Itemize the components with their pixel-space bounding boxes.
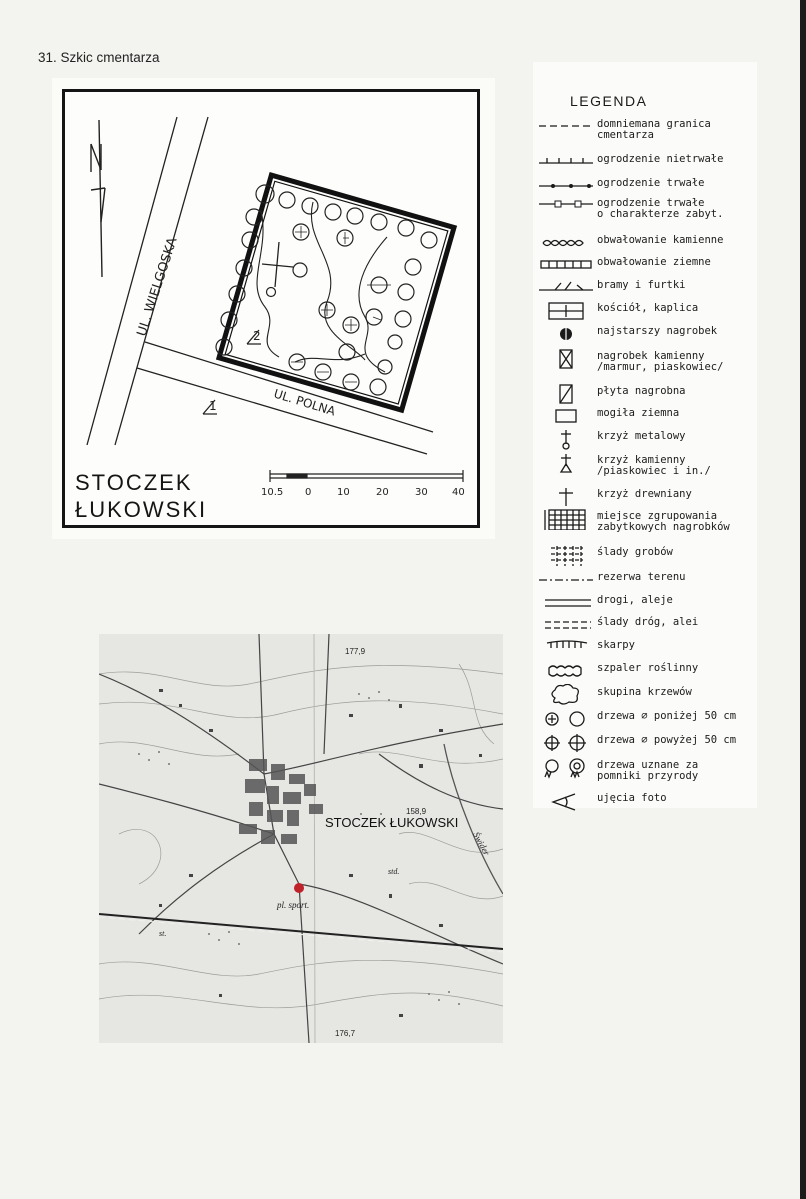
wooden-cross-symbol [535,486,597,508]
legend-item-label: szpaler roślinny [597,662,699,674]
stone-grave-symbol [535,348,597,370]
cemetery-location-marker [294,883,304,893]
dashed-line-symbol [535,116,597,138]
legend-item-label: najstarszy nagrobek [597,325,718,337]
grave-slab-symbol [535,383,597,405]
legend-item-label: obwałowanie kamienne [597,234,724,246]
legend-item [535,428,765,450]
monument-tree-symbol [535,757,597,779]
legend-item [535,660,765,682]
svg-text:10.5: 10.5 [261,487,284,498]
place-name-line2: ŁUKOWSKI [75,497,208,522]
legend-item-label: ogrodzenie trwałe [597,177,705,189]
legend-item-label: ogrodzenie nietrwałe [597,153,724,165]
legend-item [535,383,765,405]
earth-grave-symbol [535,405,597,427]
legend-item [535,708,765,730]
legend-item-label: drzewa ⌀ poniżej 50 cm [597,710,737,722]
page-heading: 31. Szkic cmentarza [38,50,160,65]
small-tree-symbol [535,708,597,730]
dotted-line-symbol [535,175,597,197]
large-tree-symbol [535,732,597,754]
legend-item [535,232,765,254]
legend-item-label: drogi, aleje [597,594,673,606]
legend-item [535,592,765,614]
legend-item-label: ujęcia foto [597,792,667,804]
legend-item-label: ślady dróg, alei [597,616,699,628]
map-label-station: st. [159,929,167,938]
grave-traces-symbol [535,544,597,566]
legend-item [535,195,765,220]
legend-item-label: rezerwa terenu [597,571,686,583]
legend-item [535,151,765,173]
shrub-group-symbol [535,684,597,706]
photo-mark-2: 2 [253,329,261,343]
topographic-map [99,634,503,1043]
legend-item-label: ślady grobów [597,546,673,558]
legend-item [535,300,765,322]
legend-item [535,544,765,566]
map-label-sport: pl. sport. [277,900,310,910]
street-wielgoska-lines [87,117,208,445]
legend-item-label: bramy i furtki [597,279,686,291]
legend-item [535,790,765,812]
sketch-drawing [65,92,477,525]
earth-wall-symbol [535,254,597,276]
legend-item-label: drzewa ⌀ powyżej 50 cm [597,734,737,746]
north-arrow-icon [91,120,105,277]
legend-item [535,277,765,299]
legend-item [535,637,765,659]
town-label: STOCZEK ŁUKOWSKI [325,815,459,830]
boxed-line-symbol [535,195,597,217]
legend-item-label: drzewa uznane za pomniki przyrody [597,759,699,782]
escarpment-symbol [535,637,597,659]
small-tree-icon [267,288,276,297]
map-label-std: std. [388,867,400,876]
hedge-symbol [535,660,597,682]
street-label-polna: UL. POLNA [272,386,338,419]
oldest-grave-symbol [535,323,597,345]
elevation-label-3: 176,7 [335,1029,356,1038]
elevation-label-1: 177,9 [345,647,366,656]
legend-item-label: domniemana granica cmentarza [597,118,711,141]
legend-item-label: skarpy [597,639,635,651]
cemetery-sketch [62,89,480,528]
legend-item-label: mogiła ziemna [597,407,680,419]
svg-text:30: 30 [415,487,428,498]
topo-map-drawing [99,634,503,1043]
legend-item-label: obwałowanie ziemne [597,256,711,268]
legend-item-label: kościół, kaplica [597,302,699,314]
legend-item [535,254,765,276]
grave-grouping-symbol [535,508,597,530]
cemetery-boundary [219,175,454,410]
legend-item-label: miejsce zgrupowania zabytkowych nagrobków [597,510,730,533]
stone-cross-symbol [535,452,597,474]
wooden-cross-icon [262,242,293,287]
elevation-label-2: 158,9 [406,807,427,816]
legend-item [535,569,765,591]
legend-item-label: krzyż kamienny /piaskowiec i in./ [597,454,711,477]
legend-item-label: płyta nagrobna [597,385,686,397]
legend-item-label: ogrodzenie trwałe o charakterze zabyt. [597,197,724,220]
street-label-wielgoska: UL. WIELGOSKA [134,235,181,339]
svg-text:10: 10 [337,487,350,498]
cemetery-paths [257,202,387,372]
church-symbol [535,300,597,322]
legend-item [535,508,765,533]
legend-item [535,486,765,508]
river-label: Świder [471,830,492,858]
legend-item-label: krzyż drewniany [597,488,692,500]
legend-item-label: skupina krzewów [597,686,692,698]
legend-title: LEGENDA [570,93,648,109]
legend-item [535,757,765,782]
metal-cross-symbol [535,428,597,450]
scale-labels [261,487,465,498]
legend-item [535,116,765,141]
road-symbol [535,592,597,614]
place-name-line1: STOCZEK [75,470,193,495]
ticked-line-symbol [535,151,597,173]
tree-symbols [216,185,437,395]
legend-item [535,452,765,477]
stone-wall-symbol [535,232,597,254]
photo-mark-1: 1 [209,399,217,413]
svg-text:40: 40 [452,487,465,498]
reserve-line-symbol [535,569,597,591]
legend-item-label: krzyż metalowy [597,430,686,442]
legend-item [535,684,765,706]
svg-text:0: 0 [305,487,312,498]
legend-item [535,405,765,427]
page-edge [800,0,806,1199]
legend-item [535,732,765,754]
photo-angle-symbol [535,790,597,812]
legend-item [535,348,765,373]
legend-item-label: nagrobek kamienny /marmur, piaskowiec/ [597,350,724,373]
legend-item [535,323,765,345]
legend-item [535,614,765,636]
svg-text:20: 20 [376,487,389,498]
road-traces-symbol [535,614,597,636]
gate-symbol [535,277,597,299]
legend-item [535,175,765,197]
scale-bar [270,470,463,482]
